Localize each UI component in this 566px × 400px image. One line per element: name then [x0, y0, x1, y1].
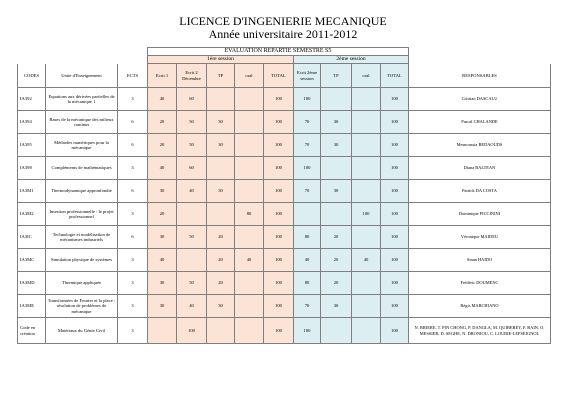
academic-year: Année universitaire 2011-2012	[208, 27, 358, 41]
cell-unit: Thermodynamique appronfondie	[46, 180, 118, 203]
cell-tp: 30	[207, 295, 235, 318]
cell-tp: 20	[207, 226, 235, 249]
cell-ecrit1: 30	[148, 272, 177, 295]
cell-responsable: Patrick DA COSTA	[409, 180, 551, 203]
cell-s2-total: 100	[381, 249, 409, 272]
cell-code: IA3M2	[18, 203, 46, 226]
table-row	[18, 88, 551, 111]
col-ecrit2: Ecrit 2 Décembre	[177, 64, 207, 88]
cell-total: 100	[264, 203, 294, 226]
cell-code: IA3IC	[18, 226, 46, 249]
cell-total: 100	[264, 272, 294, 295]
cell-code: IA395	[18, 134, 46, 157]
cell-s2-oral	[352, 88, 381, 111]
cell-s2-oral	[352, 157, 381, 180]
document-title: LICENCE D'INGENIERIE MECANIQUE	[179, 14, 387, 28]
cell-ects: 3	[118, 318, 148, 344]
cell-responsable: Pascal CHALANDE	[409, 111, 551, 134]
cell-tp: 30	[207, 180, 235, 203]
cell-code: IA394	[18, 111, 46, 134]
cell-ecrit2: 40	[177, 295, 207, 318]
cell-total: 100	[264, 295, 294, 318]
cell-tp	[207, 88, 235, 111]
cell-ecrit2: 50	[177, 111, 207, 134]
cell-ects: 3	[118, 295, 148, 318]
cell-total: 100	[264, 111, 294, 134]
cell-total: 100	[264, 226, 294, 249]
col-ects: ECTS	[118, 64, 148, 88]
cell-responsable: Cristian DASCALU	[409, 88, 551, 111]
cell-ects: 3	[118, 249, 148, 272]
table-row	[18, 249, 551, 272]
cell-unit: Insertion professionnelle : le projet professionnel	[46, 203, 118, 226]
cell-code: IA3M1	[18, 180, 46, 203]
cell-responsable: Diana BALTEAN	[409, 157, 551, 180]
cell-responsable: Véronique MAIDEU	[409, 226, 551, 249]
cell-s2-tp	[321, 157, 352, 180]
cell-s2-oral	[352, 180, 381, 203]
cell-s2-oral: 40	[352, 249, 381, 272]
cell-responsable: Régis MARCHIANO	[409, 295, 551, 318]
cell-oral	[235, 157, 264, 180]
table-row	[18, 157, 551, 180]
cell-s2-oral	[352, 111, 381, 134]
cell-responsable: N. BRIERE, T. PIN CHONG, P. DANGLA, M. QUIBEREY, F. BAIN, O. MESSIER, D. SEGHE, N. DRONIOU, C. LOUBIE-LEPSEIGNOL	[409, 318, 551, 344]
cell-s2-tp: 30	[321, 134, 352, 157]
cell-oral	[235, 295, 264, 318]
cell-ecrit2: 100	[177, 318, 207, 344]
cell-s2-ecrit: 80	[294, 272, 321, 295]
cell-s2-tp	[321, 88, 352, 111]
table-row	[18, 318, 551, 344]
cell-tp	[207, 203, 235, 226]
cell-oral	[235, 134, 264, 157]
cell-s2-ecrit: 70	[294, 180, 321, 203]
session2-header: 2ème session	[294, 56, 409, 64]
cell-s2-oral	[352, 134, 381, 157]
cell-ects: 3	[118, 203, 148, 226]
cell-total: 100	[264, 157, 294, 180]
cell-s2-total: 100	[381, 180, 409, 203]
evaluation-header: EVALUATION REPARTIE SEMESTRE S5	[148, 48, 409, 56]
cell-s2-ecrit: 100	[294, 88, 321, 111]
cell-ects: 6	[118, 134, 148, 157]
cell-tp	[207, 318, 235, 344]
cell-ects: 3	[118, 157, 148, 180]
evaluation-table	[17, 47, 551, 344]
table-row	[18, 180, 551, 203]
cell-ecrit1: 30	[148, 295, 177, 318]
cell-unit: Matériaux du Génie Civil	[46, 318, 118, 344]
cell-total: 100	[264, 318, 294, 344]
cell-ects: 3	[118, 272, 148, 295]
col-total: TOTAL	[264, 64, 294, 88]
cell-ecrit2: 60	[177, 157, 207, 180]
cell-code: IA392	[18, 88, 46, 111]
cell-s2-total: 100	[381, 203, 409, 226]
session1-header: 1ère session	[148, 56, 294, 64]
cell-unit: Simulation physique de systèmes	[46, 249, 118, 272]
col-s2-ecrit: Ecrit 2ème session	[294, 64, 321, 88]
cell-oral	[235, 180, 264, 203]
cell-tp: 20	[207, 272, 235, 295]
cell-s2-ecrit: 70	[294, 134, 321, 157]
cell-tp: 30	[207, 111, 235, 134]
cell-responsable: Sinan HAIDO	[409, 249, 551, 272]
cell-tp	[207, 157, 235, 180]
cell-ecrit1: 30	[148, 180, 177, 203]
cell-ects: 6	[118, 226, 148, 249]
cell-code: IA3MC	[18, 249, 46, 272]
cell-s2-tp: 30	[321, 295, 352, 318]
table-row	[18, 134, 551, 157]
cell-code: Code en création	[18, 318, 46, 344]
cell-s2-tp	[321, 318, 352, 344]
col-oral: oral	[235, 64, 264, 88]
col-s2-tp: TP	[321, 64, 352, 88]
cell-ects: 3	[118, 88, 148, 111]
table-row	[18, 295, 551, 318]
cell-unit: Technologie et modélisation de mécanismes industriels	[46, 226, 118, 249]
cell-code: IA3ME	[18, 295, 46, 318]
cell-oral	[235, 111, 264, 134]
cell-oral	[235, 318, 264, 344]
cell-unit: Equations aux dérivées partielles de la mécanique 1	[46, 88, 118, 111]
cell-responsable: Frédéric DOUMENC	[409, 272, 551, 295]
cell-ects: 6	[118, 111, 148, 134]
cell-s2-ecrit: 70	[294, 295, 321, 318]
cell-ecrit1: 40	[148, 249, 177, 272]
table-row	[18, 272, 551, 295]
cell-unit: Thermique appliquée	[46, 272, 118, 295]
cell-s2-total: 100	[381, 226, 409, 249]
cell-s2-total: 100	[381, 88, 409, 111]
cell-unit: Transformées de Fourier et la place : résolution de problèmes de mécanique	[46, 295, 118, 318]
cell-code: IA3MD	[18, 272, 46, 295]
cell-s2-tp: 20	[321, 249, 352, 272]
cell-ecrit2: 50	[177, 226, 207, 249]
cell-ecrit2	[177, 203, 207, 226]
cell-ecrit2: 40	[177, 180, 207, 203]
cell-s2-total: 100	[381, 111, 409, 134]
cell-s2-oral	[352, 226, 381, 249]
cell-s2-total: 100	[381, 134, 409, 157]
cell-s2-oral: 100	[352, 203, 381, 226]
col-tp: TP	[207, 64, 235, 88]
cell-ecrit1: 20	[148, 111, 177, 134]
cell-code: IA398	[18, 157, 46, 180]
cell-oral: 40	[235, 249, 264, 272]
cell-s2-total: 100	[381, 295, 409, 318]
cell-ecrit2	[177, 249, 207, 272]
cell-s2-ecrit	[294, 203, 321, 226]
col-codes: CODES	[18, 64, 46, 88]
cell-tp: 20	[207, 249, 235, 272]
cell-s2-tp: 20	[321, 226, 352, 249]
cell-total: 100	[264, 134, 294, 157]
cell-s2-tp: 30	[321, 180, 352, 203]
cell-s2-total: 100	[381, 157, 409, 180]
table-row	[18, 203, 551, 226]
col-unit: Unité d'Enseignement	[46, 64, 118, 88]
cell-oral	[235, 88, 264, 111]
cell-ecrit2: 60	[177, 88, 207, 111]
cell-s2-ecrit: 80	[294, 226, 321, 249]
cell-s2-oral	[352, 295, 381, 318]
cell-tp: 30	[207, 134, 235, 157]
cell-ecrit1: 20	[148, 203, 177, 226]
cell-unit: Compléments de mathématiques	[46, 157, 118, 180]
cell-s2-tp: 20	[321, 272, 352, 295]
cell-s2-tp: 30	[321, 111, 352, 134]
cell-total: 100	[264, 88, 294, 111]
cell-oral: 80	[235, 203, 264, 226]
cell-total: 100	[264, 249, 294, 272]
cell-unit: Bases de la mécanique des milieux continus	[46, 111, 118, 134]
cell-s2-ecrit: 70	[294, 111, 321, 134]
cell-oral	[235, 226, 264, 249]
cell-unit: Méthodes numériques pour la mécanique	[46, 134, 118, 157]
cell-s2-ecrit: 100	[294, 157, 321, 180]
table-row	[18, 226, 551, 249]
col-ecrit1: Ecrit 1	[148, 64, 177, 88]
col-s2-oral: oral	[352, 64, 381, 88]
cell-total: 100	[264, 180, 294, 203]
cell-ecrit1: 40	[148, 88, 177, 111]
cell-s2-ecrit: 40	[294, 249, 321, 272]
cell-ects: 6	[118, 180, 148, 203]
cell-s2-oral	[352, 318, 381, 344]
cell-ecrit1: 20	[148, 134, 177, 157]
cell-s2-ecrit: 100	[294, 318, 321, 344]
cell-ecrit1: 40	[148, 157, 177, 180]
cell-responsable: Dominique PICCININI	[409, 203, 551, 226]
cell-ecrit2: 50	[177, 134, 207, 157]
col-s2-total: TOTAL	[381, 64, 409, 88]
cell-s2-total: 100	[381, 318, 409, 344]
cell-s2-oral	[352, 272, 381, 295]
col-responsables: RESPONSABLES	[409, 64, 551, 88]
cell-s2-tp	[321, 203, 352, 226]
cell-ecrit1	[148, 318, 177, 344]
cell-responsable: Mesnoussia BEDAOUDS	[409, 134, 551, 157]
table-row	[18, 111, 551, 134]
cell-s2-total: 100	[381, 272, 409, 295]
cell-ecrit1: 30	[148, 226, 177, 249]
cell-ecrit2: 50	[177, 272, 207, 295]
cell-oral	[235, 272, 264, 295]
